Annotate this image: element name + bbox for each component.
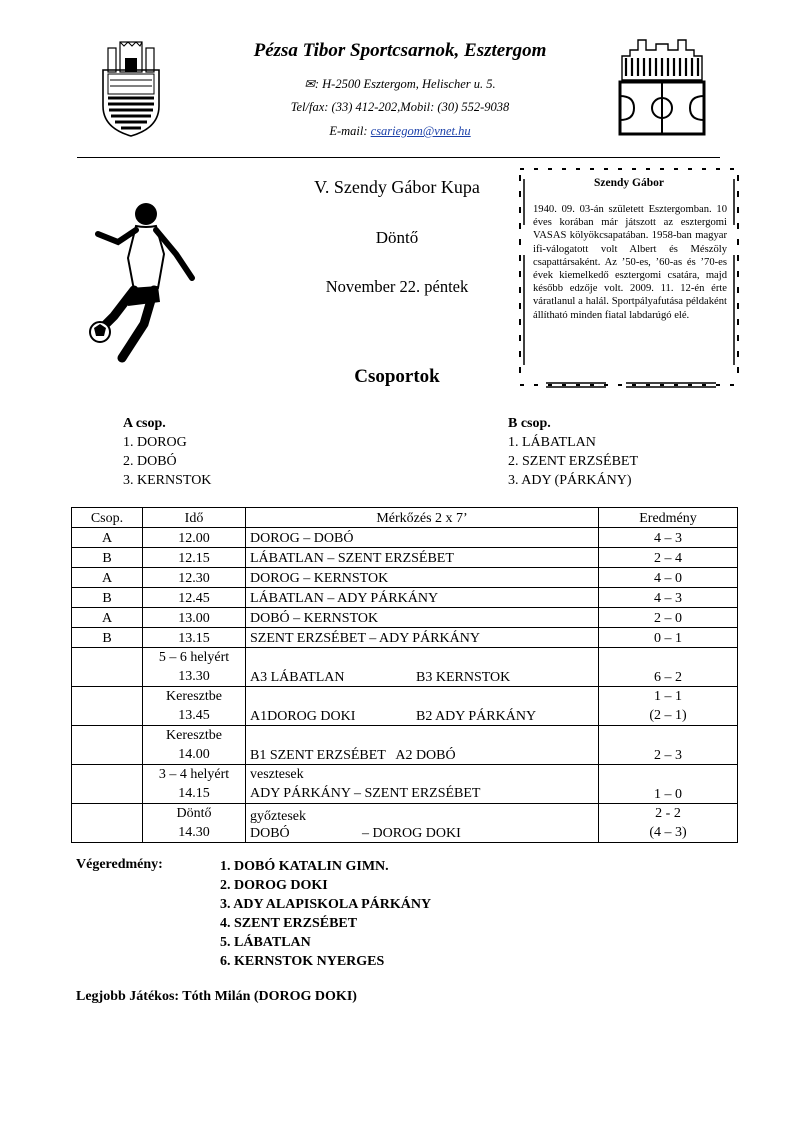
venue-title: Pézsa Tibor Sportcsarnok, Esztergom: [253, 40, 547, 61]
cell-time: [143, 648, 246, 687]
email-label: E-mail:: [329, 124, 371, 138]
cell-group: [72, 726, 143, 765]
table-row: [72, 568, 738, 588]
group-a-title: A csop.: [123, 416, 166, 431]
cell-match: DOROG – DOBÓ: [246, 528, 599, 548]
match-left-team: A3 LÁBATLAN: [250, 670, 345, 685]
group-b-title: B csop.: [508, 416, 551, 431]
cell-time: [143, 765, 246, 804]
table-row-final: [72, 804, 738, 843]
table-row: [72, 588, 738, 608]
cell-time: [143, 687, 246, 726]
cell-result: 4 – 0: [599, 568, 738, 588]
header-result: Eredmény: [599, 508, 738, 528]
table-row-cross-1: [72, 687, 738, 726]
venue-email: [180, 124, 620, 139]
match-note: vesztesek: [250, 767, 304, 782]
group-b-team: 2. SZENT ERZSÉBET: [508, 454, 639, 469]
bio-box: [516, 165, 742, 389]
group-b-team: 3. ADY (PÁRKÁNY): [508, 473, 632, 488]
match-teams: ADY PÁRKÁNY – SZENT ERZSÉBET: [250, 786, 481, 801]
result-penalties: (2 – 1): [649, 708, 687, 723]
table-row: [72, 608, 738, 628]
groups-heading: Csoportok: [354, 366, 440, 387]
cell-result: 4 – 3: [599, 528, 738, 548]
cell-time: [143, 726, 246, 765]
group-a-team: 1. DOROG: [123, 435, 187, 450]
table-header-row: [72, 508, 738, 528]
cell-group: A: [72, 528, 143, 548]
cell-result: 4 – 3: [599, 588, 738, 608]
cell-group: [72, 804, 143, 843]
header-divider: [77, 157, 720, 158]
table-row-cross-2: [72, 726, 738, 765]
cell-time-value: 14.00: [178, 747, 210, 762]
match-left-team: DOBÓ: [250, 826, 290, 841]
result-regular: 1 – 1: [654, 689, 682, 704]
esztergom-coat-of-arms-logo: [100, 40, 162, 138]
group-b: [508, 414, 638, 490]
cell-match: SZENT ERZSÉBET – ADY PÁRKÁNY: [246, 628, 599, 648]
cell-match: LÁBATLAN – ADY PÁRKÁNY: [246, 588, 599, 608]
match-left-team: A1DOROG DOKI: [250, 709, 356, 724]
standing-item: 5. LÁBATLAN: [220, 935, 311, 950]
cell-time: [143, 804, 246, 843]
email-link[interactable]: csariegom@vnet.hu: [370, 124, 471, 138]
table-row: [72, 548, 738, 568]
cell-round-label: Keresztbe: [166, 689, 222, 704]
cell-group: [72, 687, 143, 726]
match-right-team: B2 ADY PÁRKÁNY: [416, 709, 537, 724]
table-row: [72, 528, 738, 548]
match-note: győztesek: [250, 809, 306, 824]
cell-time: 12.00: [143, 528, 246, 548]
standing-item: 6. KERNSTOK NYERGES: [220, 954, 385, 969]
address-text: : H-2500 Esztergom, Helischer u. 5.: [314, 77, 496, 91]
match-right-team: B3 KERNSTOK: [416, 670, 511, 685]
header-group: Csop.: [72, 508, 143, 528]
cell-time: 13.15: [143, 628, 246, 648]
cell-round-label: 5 – 6 helyért: [158, 650, 230, 665]
cell-result: 2 – 3: [599, 726, 738, 765]
cell-result: [599, 804, 738, 843]
cell-time: 12.30: [143, 568, 246, 588]
match-right-team: – DOROG DOKI: [362, 826, 461, 841]
result-penalties: (4 – 3): [649, 825, 687, 840]
header-match: Mérkőzés 2 x 7’: [246, 508, 599, 528]
cell-group: A: [72, 608, 143, 628]
cell-time: 13.00: [143, 608, 246, 628]
group-a-team: 3. KERNSTOK: [123, 473, 212, 488]
cell-time-value: 13.45: [178, 708, 210, 723]
cell-match: [246, 804, 599, 843]
table-row-placement-5-6: [72, 648, 738, 687]
bio-title: Szendy Gábor: [594, 177, 664, 189]
sports-hall-logo: [616, 36, 708, 138]
cell-result: 2 – 4: [599, 548, 738, 568]
cup-title: V. Szendy Gábor Kupa: [314, 177, 480, 197]
standing-item: 2. DOROG DOKI: [220, 878, 328, 893]
result-regular: 2 - 2: [655, 806, 681, 821]
cell-group: A: [72, 568, 143, 588]
final-standings-list: [220, 857, 431, 971]
schedule-table: [71, 507, 738, 843]
table-row-placement-3-4: [72, 765, 738, 804]
cell-group: B: [72, 548, 143, 568]
cell-match: [246, 648, 599, 687]
group-b-team: 1. LÁBATLAN: [508, 435, 596, 450]
cell-result: 0 – 1: [599, 628, 738, 648]
cell-result: [599, 687, 738, 726]
cell-match: LÁBATLAN – SZENT ERZSÉBET: [246, 548, 599, 568]
venue-address: [180, 76, 620, 92]
table-row: [72, 628, 738, 648]
footballer-illustration: [88, 198, 198, 368]
cell-round-label: Döntő: [176, 806, 212, 821]
standing-item: 3. ADY ALAPISKOLA PÁRKÁNY: [220, 897, 432, 912]
cell-round-label: 3 – 4 helyért: [158, 767, 230, 782]
cell-group: [72, 648, 143, 687]
cell-match: DOROG – KERNSTOK: [246, 568, 599, 588]
stage-title: Döntő: [375, 228, 419, 247]
event-date: November 22. péntek: [325, 277, 469, 296]
header-time: Idő: [143, 508, 246, 528]
cell-match: DOBÓ – KERNSTOK: [246, 608, 599, 628]
cell-match: [246, 687, 599, 726]
cell-round-label: Keresztbe: [166, 728, 222, 743]
cell-result: 1 – 0: [599, 765, 738, 804]
cell-match: [246, 765, 599, 804]
cell-match: B1 SZENT ERZSÉBET A2 DOBÓ: [246, 726, 599, 765]
bio-text: 1940. 09. 03-án született Esztergomban. 10 éves korában már játszott az esztergomi VASAS kölyökcsapatában. 1958-ban magyar ifi-válogatott volt Albert és Mészöly csapattársaként. Az ’50-es, ’60-as és ’70-es évek kiemelkedő esztergomi csatára, majd később edzője volt. 2009. 11. 12-én érte váratlanul a halál. Sportpályafutása példaként állítható minden fiatal labdarúgó elé.: [533, 204, 727, 321]
standing-item: 4. SZENT ERZSÉBET: [220, 916, 358, 931]
cell-time: 12.45: [143, 588, 246, 608]
group-a: [123, 414, 211, 490]
best-player: Legjobb Játékos: Tóth Milán (DOROG DOKI): [76, 989, 357, 1004]
cell-result: 6 – 2: [599, 648, 738, 687]
standing-item: 1. DOBÓ KATALIN GIMN.: [220, 859, 389, 874]
cell-group: B: [72, 628, 143, 648]
group-a-team: 2. DOBÓ: [123, 454, 177, 469]
cell-time-value: 14.15: [178, 786, 210, 801]
cell-group: [72, 765, 143, 804]
cell-result: 2 – 0: [599, 608, 738, 628]
final-standings-label: Végeredmény:: [76, 857, 163, 872]
cell-time: 12.15: [143, 548, 246, 568]
venue-phone: Tel/fax: (33) 412-202,Mobil: (30) 552-9038: [290, 100, 510, 114]
cell-time-value: 13.30: [178, 669, 210, 684]
cell-group: B: [72, 588, 143, 608]
cell-time-value: 14.30: [178, 825, 210, 840]
envelope-icon: ✉: [304, 77, 315, 91]
